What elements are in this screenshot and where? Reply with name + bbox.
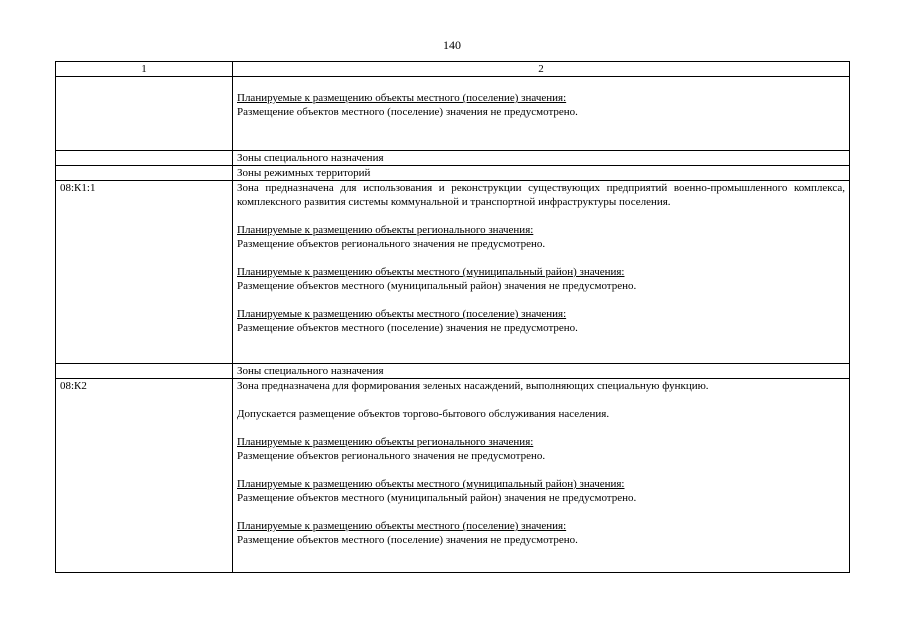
zone-description-cell [233,181,850,364]
zone-description: Зона предназначена для формирования зеленых насаждений, выполняющих специальную функцию. [237,380,709,392]
table-row-k1-1 [56,181,850,364]
block-text: Размещение объектов местного (муниципальный район) значения не предусмотрено. [237,492,637,504]
column-header-1: 1 [56,62,233,77]
block-text: Размещение объектов местного (поселение) значения не предусмотрено. [237,106,578,118]
zone-code-cell: 08:К1:1 [56,181,233,364]
block-text: Размещение объектов местного (поселение) значения не предусмотрено. [237,322,578,334]
section-title: Зоны специального назначения [233,151,850,166]
page-number: 140 [443,38,461,52]
zones-table [55,61,850,573]
zone-note: Допускается размещение объектов торгово-бытового обслуживания населения. [237,408,610,420]
section-row [56,364,850,379]
block-heading: Планируемые к размещению объекты регионального значения: [237,224,534,236]
block-text: Размещение объектов местного (муниципальный район) значения не предусмотрено. [237,280,637,292]
zone-code-cell: 08:К2 [56,379,233,573]
block-heading: Планируемые к размещению объекты регионального значения: [237,436,534,448]
section-row [56,151,850,166]
block-heading: Планируемые к размещению объекты местного (поселение) значения: [237,308,567,320]
table-row-continuation [56,77,850,151]
column-header-2: 2 [233,62,850,77]
block-heading: Планируемые к размещению объекты местного (поселение) значения: [237,520,567,532]
block-heading: Планируемые к размещению объекты местного (поселение) значения: [237,92,567,104]
block-text: Размещение объектов местного (поселение) значения не предусмотрено. [237,534,578,546]
block-text: Размещение объектов регионального значения не предусмотрено. [237,238,546,250]
table-row-k2 [56,379,850,573]
section-title: Зоны режимных территорий [233,166,850,181]
block-heading: Планируемые к размещению объекты местного (муниципальный район) значения: [237,266,625,278]
zone-description-cell [233,379,850,573]
block-heading: Планируемые к размещению объекты местного (муниципальный район) значения: [237,478,625,490]
section-row [56,166,850,181]
zone-description-cell [233,77,850,151]
zone-description: Зона предназначена для использования и реконструкции существующих предприятий военно-промышленного комплекса, комплексного развития системы коммунальной и транспортной инфраструктуры поселения. [237,182,845,208]
zone-code-cell [56,77,233,151]
block-text: Размещение объектов регионального значения не предусмотрено. [237,450,546,462]
table-header-row [56,62,850,77]
section-title: Зоны специального назначения [233,364,850,379]
